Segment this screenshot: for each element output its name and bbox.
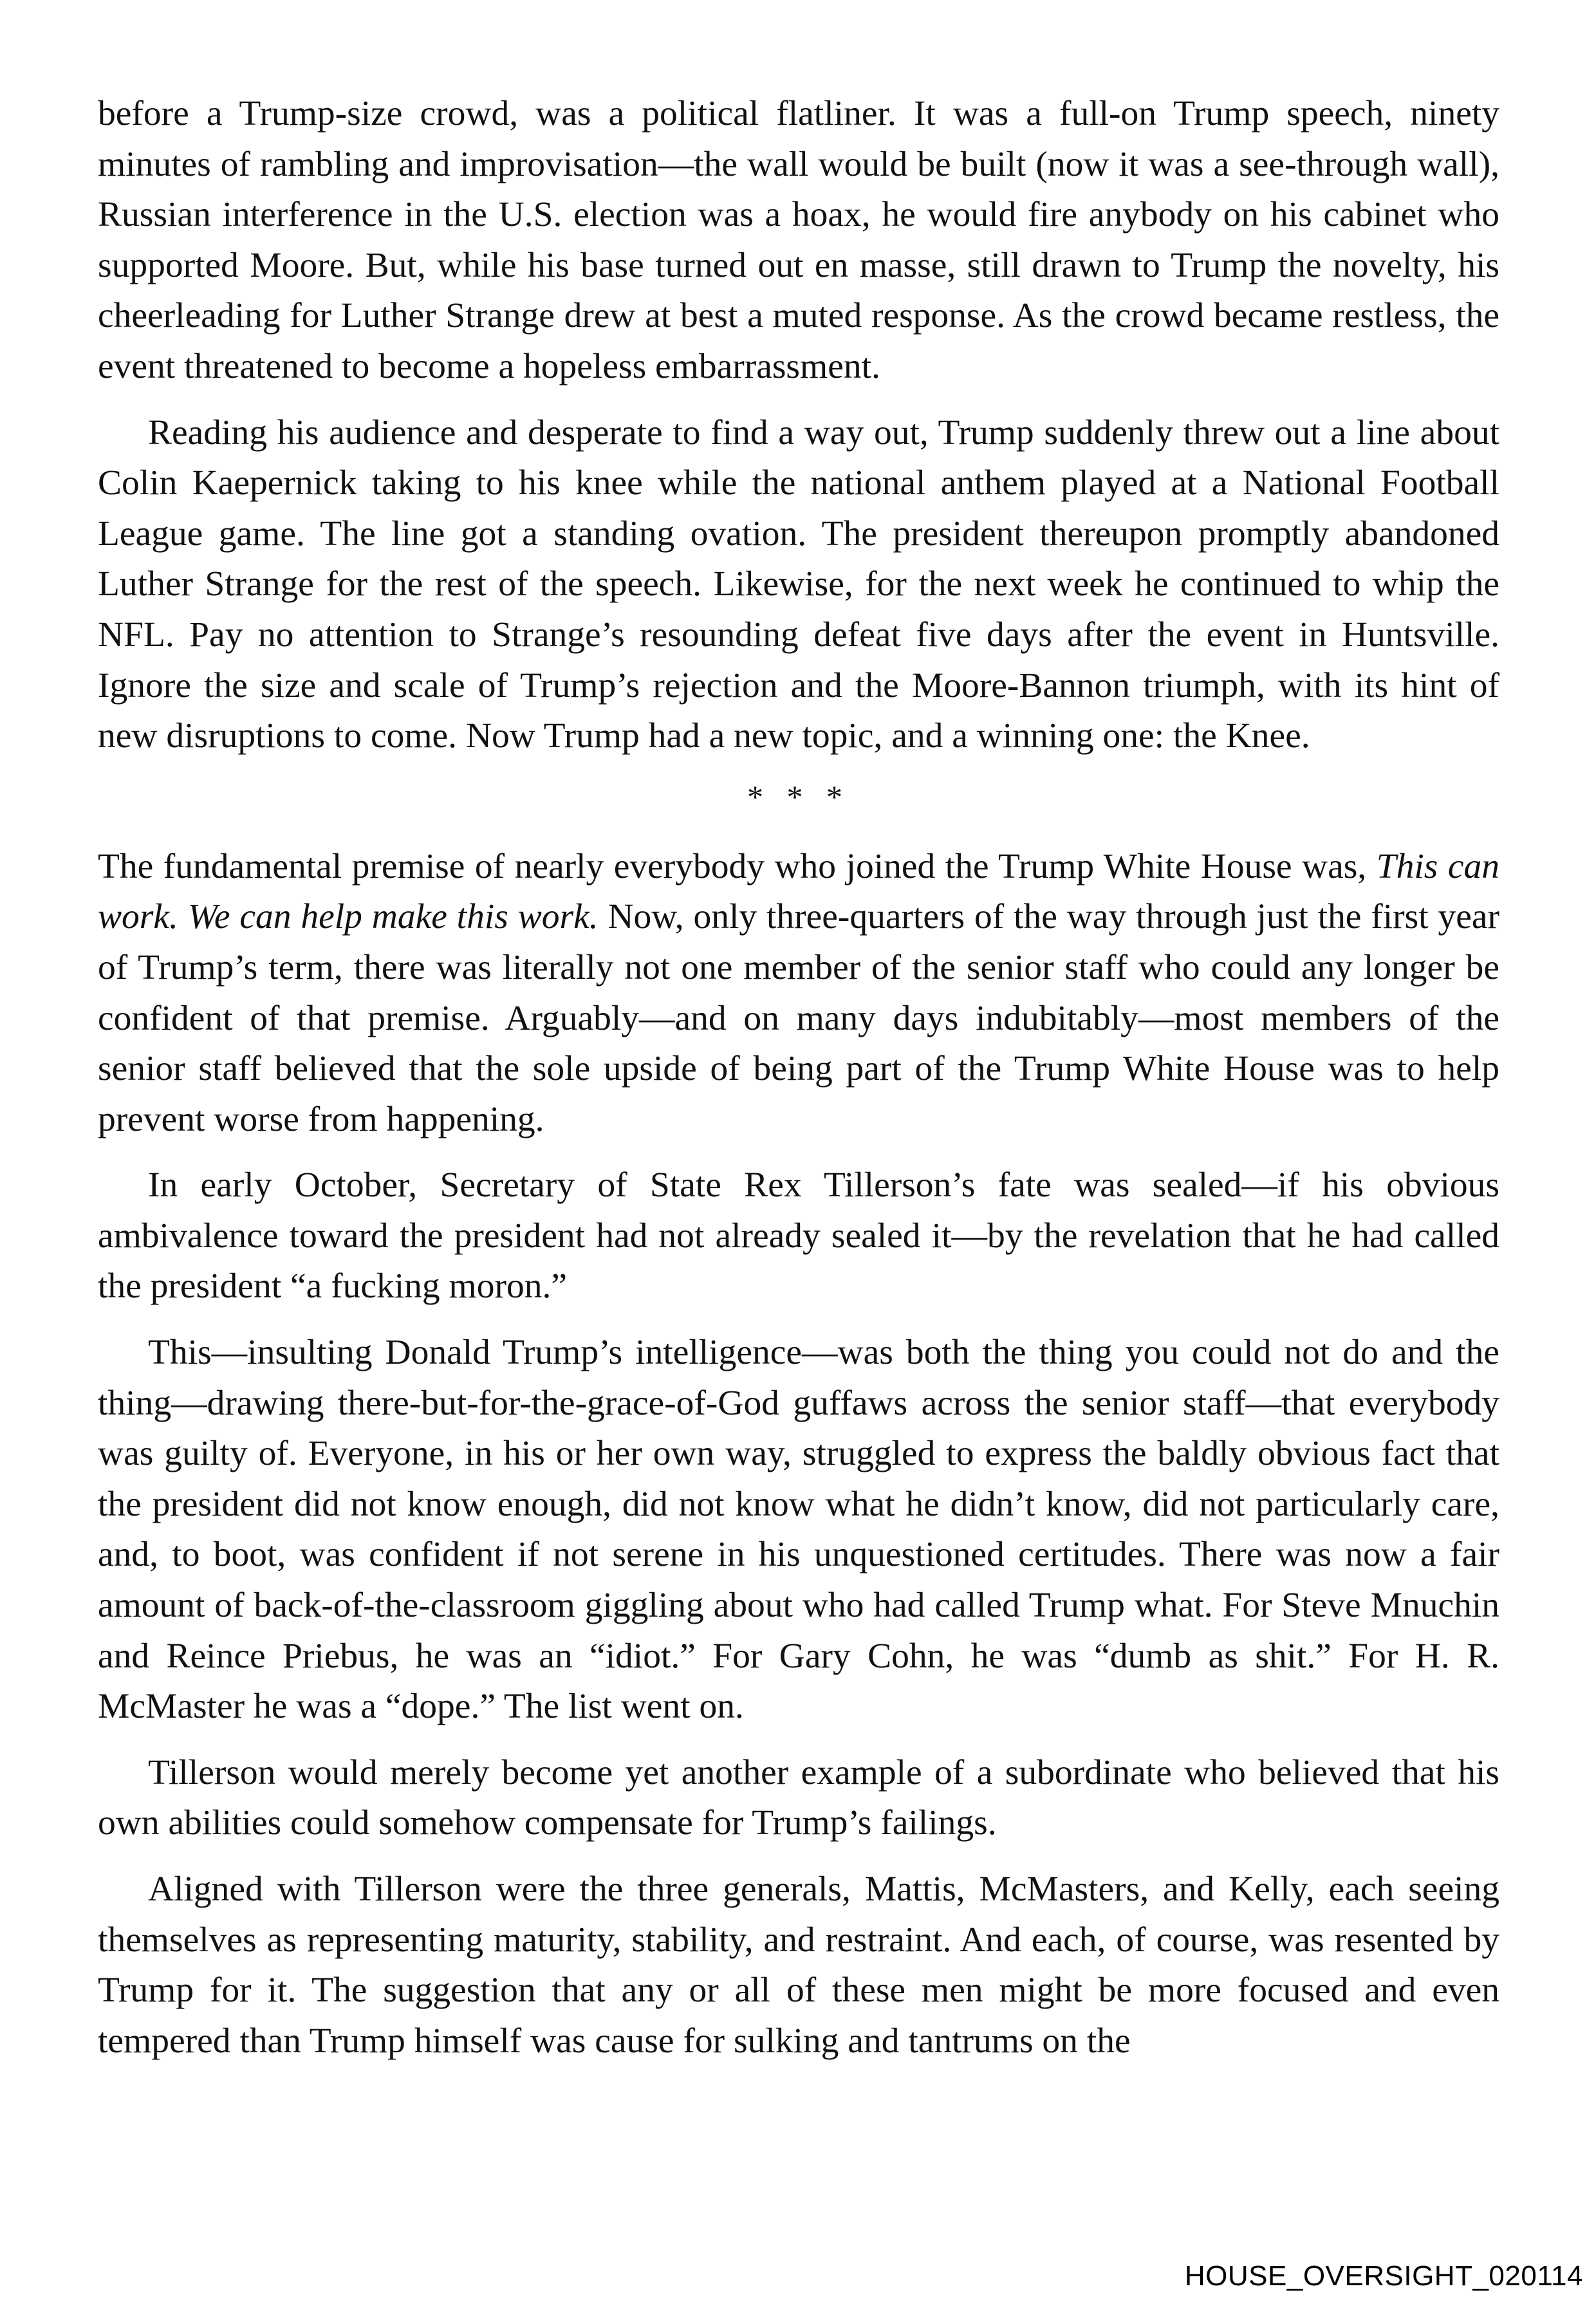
document-id-label: HOUSE_OVERSIGHT_020114 [1184, 2260, 1583, 2292]
premise-lead: The fundamental premise of nearly everybody who joined the Trump White House was, [98, 846, 1377, 886]
paragraph-generals: Aligned with Tillerson were the three generals, Mattis, McMasters, and Kelly, each seeing themselves as representing maturity, stability, and restraint. And each, of course, was resented by Trump for it. The suggestion that any or all of these men might be more focused and even tempered than Trump himself was cause for sulking and tantrums on the [98, 1870, 1499, 2061]
page-body [98, 89, 1499, 2082]
section-break: * * * [747, 778, 850, 815]
premise-rest: Now, only three-quarters of the way through just the first year of Trump’s term, there was literally not one member of the senior staff who could any longer be confident of that premise. Arguably—and on many days indubitably—most members of the senior staff believed that the sole upside of being part of the Trump White House was to help prevent worse from happening. [98, 897, 1499, 1139]
paragraph-continuation: before a Trump-size crowd, was a political flatliner. It was a full-on Trump speech, ninety minutes of rambling and improvisation—the wall would be built (now it was a see-through wall), Russian interference in the U.S. election was a hoax, he would fire anybody on his cabinet who supported Moore. But, while his base turned out en masse, still drawn to Trump the novelty, his cheerleading for Luther Strange drew at best a muted response. As the crowd became restless, the event threatened to become a hopeless embarrassment. [98, 94, 1499, 386]
premise-italic-quote: This can work. We can help make this work. [98, 846, 1499, 937]
paragraph-premise [98, 842, 1499, 1146]
paragraph-subordinate: Tillerson would merely become yet another example of a subordinate who believed that his own abilities could somehow compensate for Trump’s failings. [98, 1752, 1499, 1843]
paragraph-kaepernick: Reading his audience and desperate to find a way out, Trump suddenly threw out a line about Colin Kaepernick taking to his knee while the national anthem played at a National Football League game. The line got a standing ovation. The president thereupon promptly abandoned Luther Strange for the rest of the speech. Likewise, for the next week he continued to whip the NFL. Pay no attention to Strange’s resounding defeat five days after the event in Huntsville. Ignore the size and scale of Trump’s rejection and the Moore-Bannon triumph, with its hint of new disruptions to come. Now Trump had a new topic, and a winning one: the Knee. [98, 413, 1499, 756]
paragraph-intelligence: This—insulting Donald Trump’s intelligence—was both the thing you could not do and the thing—drawing there-but-for-the-grace-of-God guffaws across the senior staff—that everybody was guilty of. Everyone, in his or her own way, struggled to express the baldly obvious fact that the president did not know enough, did not know what he didn’t know, did not particularly care, and, to boot, was confident if not serene in his unquestioned certitudes. There was now a fair amount of back-of-the-classroom giggling about who had called Trump what. For Steve Mnuchin and Reince Priebus, he was an “idiot.” For Gary Cohn, he was “dumb as shit.” For H. R. McMaster he was a “dope.” The list went on. [98, 1333, 1499, 1727]
paragraph-tillerson-fate: In early October, Secretary of State Rex Tillerson’s fate was sealed—if his obvious ambivalence toward the president had not already sealed it—by the revelation that he had called the president “a fucking moron.” [98, 1165, 1499, 1306]
